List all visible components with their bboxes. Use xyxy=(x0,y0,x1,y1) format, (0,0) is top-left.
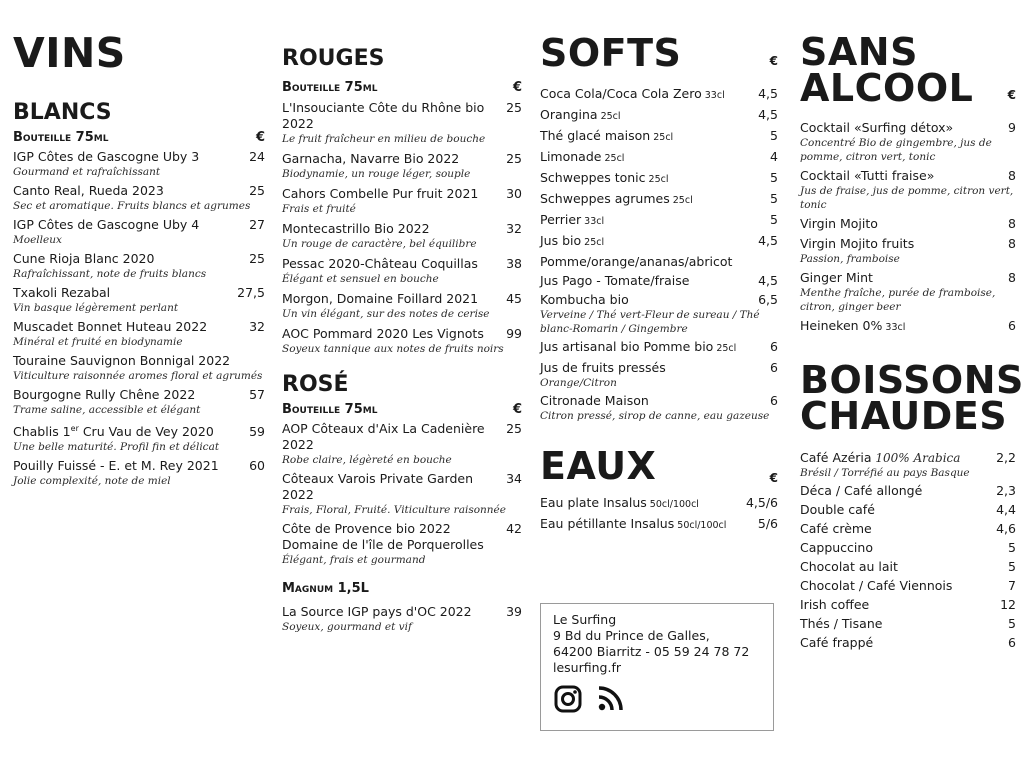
contact-website[interactable]: lesurfing.fr xyxy=(553,660,621,675)
menu-item-price: 4,5/6 xyxy=(745,495,778,510)
magnum-subheader xyxy=(282,581,522,596)
menu-item-price: 2,2 xyxy=(996,450,1016,465)
menu-item-unit: 25cl xyxy=(650,132,674,143)
rss-icon[interactable] xyxy=(595,684,625,714)
menu-item-price: 8 xyxy=(1008,216,1016,231)
menu-item-name: Cocktail «Surfing détox» xyxy=(800,120,954,135)
menu-item xyxy=(800,318,1016,336)
menu-item-price: 6 xyxy=(1008,318,1016,333)
menu-item-price: 12 xyxy=(1000,597,1016,612)
menu-item-row xyxy=(540,495,778,513)
menu-item-name: Schweppes tonic 25cl xyxy=(540,170,669,185)
menu-item xyxy=(540,191,778,209)
menu-item-description: Soyeux tannique aux notes de fruits noirs xyxy=(282,343,504,355)
menu-item-price: 32 xyxy=(249,319,265,334)
menu-item-name: Coca Cola/Coca Cola Zero 33cl xyxy=(540,86,725,101)
menu-item-row xyxy=(800,635,1016,651)
menu-item-price: 25 xyxy=(249,183,265,198)
menu-item xyxy=(282,326,522,356)
menu-item xyxy=(800,540,1016,556)
menu-item xyxy=(800,168,1016,212)
menu-item-row xyxy=(282,604,522,620)
menu-item-row xyxy=(800,168,1016,184)
menu-item-name: Schweppes agrumes 25cl xyxy=(540,191,693,206)
menu-item-name: Montecastrillo Bio 2022 xyxy=(282,221,430,236)
menu-item-description: Soyeux, gourmand et vif xyxy=(282,621,412,633)
menu-item-price: 25 xyxy=(506,151,522,166)
blancs-list xyxy=(13,149,265,488)
vins-column xyxy=(13,29,265,488)
menu-item-price: 4,5 xyxy=(758,233,778,248)
menu-item xyxy=(282,186,522,216)
menu-item-description: Passion, framboise xyxy=(800,253,900,265)
menu-item-name: Heineken 0% 33cl xyxy=(800,318,906,333)
blancs-bottle-size: Bouteille 75ml xyxy=(13,130,109,145)
softs-column xyxy=(540,31,778,534)
menu-item-price: 5 xyxy=(1008,559,1016,574)
menu-item-description: Verveine / Thé vert-Fleur de sureau / Thé blanc-Romarin / Gingembre xyxy=(540,309,760,335)
menu-item-price: 2,3 xyxy=(996,483,1016,498)
menu-item-name: Ginger Mint xyxy=(800,270,873,285)
menu-item-unit: 33cl xyxy=(882,322,906,333)
contact-address-line1: 9 Bd du Prince de Galles, xyxy=(553,628,710,643)
menu-item-row xyxy=(13,149,265,165)
menu-item-row xyxy=(800,559,1016,575)
menu-item-price: 4,5 xyxy=(758,273,778,288)
menu-item-price: 5 xyxy=(1008,616,1016,631)
menu-item-description: Viticulture raisonnée aromes floral et agrumés xyxy=(13,370,263,382)
rouges-list xyxy=(282,100,522,356)
menu-item xyxy=(282,151,522,181)
menu-item-description: Le fruit fraîcheur en milieu de bouche xyxy=(282,133,486,145)
menu-item-name: AOC Pommard 2020 Les Vignots xyxy=(282,326,484,341)
menu-item-name: Chocolat au lait xyxy=(800,559,898,574)
menu-item-price: 7 xyxy=(1008,578,1016,593)
menu-item-name: L'Insouciante Côte du Rhône bio 2022 xyxy=(282,100,485,131)
menu-item xyxy=(540,107,778,125)
menu-item-name: Limonade 25cl xyxy=(540,149,625,164)
menu-item xyxy=(800,521,1016,537)
menu-item-price: 42 xyxy=(506,521,522,536)
menu-item-name: Touraine Sauvignon Bonnigal 2022 xyxy=(13,353,231,368)
sans-alcool-list xyxy=(800,120,1016,336)
menu-item-price: 6,5 xyxy=(758,292,778,307)
menu-item-price: 59 xyxy=(249,424,265,440)
menu-item-price: 5 xyxy=(770,128,778,143)
menu-item-price: 30 xyxy=(506,186,522,201)
menu-item xyxy=(282,604,522,634)
menu-item-unit: 25cl xyxy=(669,195,693,206)
menu-item-row xyxy=(13,251,265,267)
blancs-title: BLANCS xyxy=(13,100,112,125)
menu-item-price: 8 xyxy=(1008,236,1016,251)
menu-item xyxy=(800,216,1016,232)
menu-item xyxy=(800,635,1016,651)
menu-item-row xyxy=(800,120,1016,136)
menu-item-description: Menthe fraîche, purée de framboise, citron, ginger beer xyxy=(800,287,996,313)
menu-item-name: Cappuccino xyxy=(800,540,873,555)
menu-item xyxy=(13,353,265,383)
magnum-list xyxy=(282,604,522,634)
menu-item-row xyxy=(800,597,1016,613)
menu-item-name: Café frappé xyxy=(800,635,874,650)
menu-item-name: Jus bio 25cl xyxy=(540,233,605,248)
menu-item xyxy=(540,128,778,146)
menu-item-price: 4,6 xyxy=(996,521,1016,536)
softs-currency: € xyxy=(769,54,778,68)
contact-name: Le Surfing xyxy=(553,612,617,627)
boissons-chaudes-title-line2: CHAUDES xyxy=(800,394,1008,438)
menu-item-unit: 33cl xyxy=(581,216,605,227)
menu-item xyxy=(800,483,1016,499)
menu-item-row xyxy=(540,254,778,270)
menu-item-extra: 100% Arabica xyxy=(871,451,961,465)
boissons-chaudes-title xyxy=(800,358,1024,438)
menu-item xyxy=(13,251,265,281)
menu-item-row xyxy=(13,217,265,233)
menu-item-row xyxy=(540,191,778,209)
menu-item xyxy=(540,273,778,289)
menu-item-name: Jus de fruits pressés xyxy=(540,360,666,375)
menu-item-price: 25 xyxy=(506,100,522,115)
menu-item-description: Brésil / Torréfié au pays Basque xyxy=(800,467,970,479)
menu-item-price: 6 xyxy=(770,339,778,354)
rouges-column xyxy=(282,46,522,634)
menu-item xyxy=(540,292,778,336)
menu-item-description: Jus de fraise, jus de pomme, citron vert, tonic xyxy=(800,185,1014,211)
menu-item-price: 4,5 xyxy=(758,107,778,122)
menu-item-description: Frais et fruité xyxy=(282,203,356,215)
softs-list xyxy=(540,86,778,423)
blancs-subheader xyxy=(13,130,265,145)
menu-item xyxy=(540,516,778,534)
menu-item xyxy=(540,393,778,423)
menu-item-row xyxy=(540,273,778,289)
instagram-icon[interactable] xyxy=(553,684,583,714)
menu-item-description: Citron pressé, sirop de canne, eau gazeuse xyxy=(540,410,770,422)
menu-item-row xyxy=(800,540,1016,556)
menu-item-row xyxy=(540,516,778,534)
menu-item xyxy=(282,221,522,251)
menu-item-name: Cahors Combelle Pur fruit 2021 xyxy=(282,186,479,201)
menu-item xyxy=(282,291,522,321)
menu-item-name: Pomme/orange/ananas/abricot xyxy=(540,254,733,269)
menu-item-row xyxy=(282,291,522,307)
menu-item xyxy=(800,578,1016,594)
menu-item-unit: 50cl/100cl xyxy=(646,499,699,510)
menu-item-row xyxy=(282,151,522,167)
menu-item-price: 5 xyxy=(770,212,778,227)
menu-item-name: IGP Côtes de Gascogne Uby 3 xyxy=(13,149,200,164)
menu-item-name: Virgin Mojito fruits xyxy=(800,236,915,251)
menu-item-unit: 25cl xyxy=(645,174,669,185)
menu-item xyxy=(13,458,265,488)
menu-item-price: 60 xyxy=(249,458,265,474)
blancs-currency: € xyxy=(255,130,265,145)
rose-bottle-size: Bouteille 75ml xyxy=(282,402,378,417)
menu-item-name: Garnacha, Navarre Bio 2022 xyxy=(282,151,460,166)
rose-subheader xyxy=(282,402,522,417)
menu-item xyxy=(540,360,778,390)
menu-item-row xyxy=(282,221,522,237)
menu-item-name: La Source IGP pays d'OC 2022 xyxy=(282,604,472,619)
menu-item-row xyxy=(800,236,1016,252)
menu-item-name: IGP Côtes de Gascogne Uby 4 xyxy=(13,217,200,232)
menu-item-price: 6 xyxy=(1008,635,1016,650)
menu-item-name: Chablis 1er Cru Vau de Vey 2020 xyxy=(13,424,214,440)
menu-item-name: Morgon, Domaine Foillard 2021 xyxy=(282,291,479,306)
menu-item-name: Eau plate Insalus 50cl/100cl xyxy=(540,495,699,510)
menu-item-price: 32 xyxy=(506,221,522,236)
menu-item-row xyxy=(540,107,778,125)
rose-currency: € xyxy=(512,402,522,417)
menu-item-price: 8 xyxy=(1008,168,1016,183)
menu-item-name: Orangina 25cl xyxy=(540,107,621,122)
menu-item-price: 27 xyxy=(249,217,265,232)
menu-item-price: 38 xyxy=(506,256,522,271)
menu-item-description: Trame saline, accessible et élégant xyxy=(13,404,201,416)
menu-item-name: Pouilly Fuissé - E. et M. Rey 2021 xyxy=(13,458,219,474)
menu-item-name: Cune Rioja Blanc 2020 xyxy=(13,251,155,266)
menu-item xyxy=(282,421,522,467)
menu-item-name: Kombucha bio xyxy=(540,292,629,307)
menu-item-name: Citronade Maison xyxy=(540,393,649,408)
menu-item-unit: 25cl xyxy=(601,153,625,164)
menu-item-name: Côteaux Varois Private Garden 2022 xyxy=(282,471,473,502)
contact-box xyxy=(540,603,774,731)
boissons-chaudes-list xyxy=(800,450,1016,651)
menu-item-name: Pessac 2020-Château Coquillas xyxy=(282,256,478,271)
menu-item-row xyxy=(540,339,778,357)
menu-item-row xyxy=(540,292,778,308)
menu-item-row xyxy=(800,502,1016,518)
menu-item xyxy=(540,86,778,104)
menu-item xyxy=(13,421,265,454)
menu-item-row xyxy=(282,521,522,553)
menu-item xyxy=(282,100,522,146)
menu-item-description: Orange/Citron xyxy=(540,377,617,389)
sans-alcool-title xyxy=(800,30,974,110)
menu-item-row xyxy=(800,483,1016,499)
menu-item xyxy=(800,120,1016,164)
menu-item-row xyxy=(282,256,522,272)
menu-item-row xyxy=(800,270,1016,286)
menu-item-row xyxy=(13,421,265,440)
menu-item-name: Eau pétillante Insalus 50cl/100cl xyxy=(540,516,727,531)
rose-list xyxy=(282,421,522,567)
menu-item-price: 4 xyxy=(770,149,778,164)
menu-item-row xyxy=(800,216,1016,232)
menu-item-price: 9 xyxy=(1008,120,1016,135)
menu-item-name: Chocolat / Café Viennois xyxy=(800,578,953,593)
menu-item-row xyxy=(540,212,778,230)
menu-item-row xyxy=(800,521,1016,537)
menu-item xyxy=(13,387,265,417)
menu-item-description: Moelleux xyxy=(13,234,62,246)
menu-item xyxy=(540,170,778,188)
menu-item-name: Café crème xyxy=(800,521,872,536)
menu-item-price: 27,5 xyxy=(237,285,265,300)
menu-item-price: 6 xyxy=(770,393,778,408)
menu-item-description: Une belle maturité. Profil fin et délicat xyxy=(13,441,220,454)
menu-item-row xyxy=(13,387,265,403)
menu-item-unit: 25cl xyxy=(581,237,605,248)
menu-item-description: Minéral et fruité en biodynamie xyxy=(13,336,183,348)
menu-item-description: Élégant et sensuel en bouche xyxy=(282,273,439,285)
menu-item-unit: 50cl/100cl xyxy=(674,520,727,531)
menu-item-price: 5 xyxy=(770,170,778,185)
menu-item-name: Bourgogne Rully Chêne 2022 xyxy=(13,387,196,402)
menu-item-description: Frais, Floral, Fruité. Viticulture raisonnée xyxy=(282,504,506,516)
menu-item-price: 39 xyxy=(506,604,522,619)
menu-item xyxy=(540,212,778,230)
menu-item xyxy=(13,149,265,179)
menu-item-row xyxy=(282,326,522,342)
menu-item-description: Concentré Bio de gingembre, jus de pomme, citron vert, tonic xyxy=(800,137,992,163)
menu-item-name: Perrier 33cl xyxy=(540,212,605,227)
sans-alcool-title-line1: SANS xyxy=(800,30,918,74)
rouges-currency: € xyxy=(512,80,522,95)
menu-item-price: 4,4 xyxy=(996,502,1016,517)
menu-item-name: AOP Côteaux d'Aix La Cadenière 2022 xyxy=(282,421,485,452)
menu-item xyxy=(13,319,265,349)
menu-item-name: Cocktail «Tutti fraise» xyxy=(800,168,935,183)
menu-item-row xyxy=(13,319,265,335)
menu-item xyxy=(540,495,778,513)
menu-item-name: Txakoli Rezabal xyxy=(13,285,111,300)
menu-item-description: Élégant, frais et gourmand xyxy=(282,554,426,566)
menu-item-name: Canto Real, Rueda 2023 xyxy=(13,183,164,198)
menu-item xyxy=(540,254,778,270)
menu-item-name: Muscadet Bonnet Huteau 2022 xyxy=(13,319,208,334)
menu-item-unit: 33cl xyxy=(701,90,725,101)
menu-item xyxy=(13,183,265,213)
vins-title: VINS xyxy=(13,29,126,77)
menu-item-row xyxy=(13,183,265,199)
menu-item-name: Déca / Café allongé xyxy=(800,483,923,498)
menu-item-description: Jolie complexité, note de miel xyxy=(13,475,171,488)
eaux-list xyxy=(540,495,778,534)
menu-item xyxy=(800,450,1016,480)
menu-item-price: 6 xyxy=(770,360,778,375)
magnum-size: Magnum 1,5L xyxy=(282,581,369,596)
menu-item-name: Côte de Provence bio 2022 Domaine de l'île de Porquerolles xyxy=(282,521,484,552)
menu-item xyxy=(282,256,522,286)
menu-item-row xyxy=(540,149,778,167)
menu-item-row xyxy=(13,285,265,301)
menu-item-row xyxy=(800,616,1016,632)
sans-alcool-currency: € xyxy=(1007,88,1016,102)
menu-item xyxy=(800,616,1016,632)
menu-item-price: 45 xyxy=(506,291,522,306)
menu-item-row xyxy=(282,471,522,503)
menu-item xyxy=(282,471,522,517)
menu-item-price: 8 xyxy=(1008,270,1016,285)
menu-item-price: 5/6 xyxy=(757,516,778,531)
menu-item-row xyxy=(282,186,522,202)
menu-item xyxy=(800,270,1016,314)
menu-item xyxy=(540,339,778,357)
boissons-chaudes-title-line1: BOISSONS xyxy=(800,358,1024,402)
menu-item-unit: 25cl xyxy=(597,111,621,122)
menu-item-row xyxy=(540,128,778,146)
menu-item-name: Thés / Tisane xyxy=(800,616,883,631)
menu-item-price: 57 xyxy=(249,387,265,402)
menu-item xyxy=(13,285,265,315)
menu-item-row xyxy=(540,233,778,251)
menu-item-row xyxy=(540,86,778,104)
menu-item-price: 4,5 xyxy=(758,86,778,101)
sans-alcool-column xyxy=(800,30,1024,651)
menu-item xyxy=(800,236,1016,266)
menu-item xyxy=(282,521,522,567)
menu-item xyxy=(540,149,778,167)
menu-item-name: Virgin Mojito xyxy=(800,216,878,231)
menu-item-row xyxy=(282,100,522,132)
eaux-title: EAUX xyxy=(540,444,657,488)
menu-item-price: 24 xyxy=(249,149,265,164)
rouges-subheader xyxy=(282,80,522,95)
menu-item-description: Robe claire, légèreté en bouche xyxy=(282,454,452,466)
menu-item-price: 25 xyxy=(249,251,265,266)
menu-item xyxy=(13,217,265,247)
menu-item-price: 5 xyxy=(1008,540,1016,555)
menu-item-price: 5 xyxy=(770,191,778,206)
menu-item-name: Double café xyxy=(800,502,875,517)
rouges-title: ROUGES xyxy=(282,46,385,71)
menu-item-description: Gourmand et rafraîchissant xyxy=(13,166,161,178)
menu-item-description: Vin basque légèrement perlant xyxy=(13,302,179,314)
menu-item-price: 99 xyxy=(506,326,522,341)
softs-title: SOFTS xyxy=(540,31,682,75)
menu-item-description: Sec et aromatique. Fruits blancs et agrumes xyxy=(13,200,251,212)
menu-item-name: Jus Pago - Tomate/fraise xyxy=(540,273,690,288)
menu-item-row xyxy=(540,170,778,188)
contact-address-line2: 64200 Biarritz - 05 59 24 78 72 xyxy=(553,644,750,659)
menu-item xyxy=(800,597,1016,613)
menu-item-price: 25 xyxy=(506,421,522,436)
menu-item-row xyxy=(800,578,1016,594)
menu-item-name: Jus artisanal bio Pomme bio 25cl xyxy=(540,339,737,354)
menu-item-row xyxy=(13,353,265,369)
menu-item-description: Biodynamie, un rouge léger, souple xyxy=(282,168,471,180)
eaux-currency: € xyxy=(769,471,778,485)
menu-item-row xyxy=(540,393,778,409)
menu-item xyxy=(540,233,778,251)
menu-item xyxy=(800,559,1016,575)
menu-item-price: 34 xyxy=(506,471,522,486)
menu-item-row xyxy=(13,458,265,474)
menu-item-row xyxy=(800,450,1016,466)
menu-item-row xyxy=(282,421,522,453)
menu-item-name: Café Azéria 100% Arabica xyxy=(800,450,961,465)
menu-item-description: Un rouge de caractère, bel équilibre xyxy=(282,238,477,250)
menu-item xyxy=(800,502,1016,518)
menu-item-name: Irish coffee xyxy=(800,597,870,612)
rouges-bottle-size: Bouteille 75ml xyxy=(282,80,378,95)
sans-alcool-title-line2: ALCOOL xyxy=(800,66,974,110)
rose-title: ROSÉ xyxy=(282,372,349,397)
menu-item-unit: 25cl xyxy=(713,343,737,354)
menu-item-row xyxy=(540,360,778,376)
menu-item-name: Thé glacé maison 25cl xyxy=(540,128,674,143)
menu-item-row xyxy=(800,318,1016,336)
menu-item-description: Un vin élégant, sur des notes de cerise xyxy=(282,308,490,320)
menu-item-description: Rafraîchissant, note de fruits blancs xyxy=(13,268,207,280)
